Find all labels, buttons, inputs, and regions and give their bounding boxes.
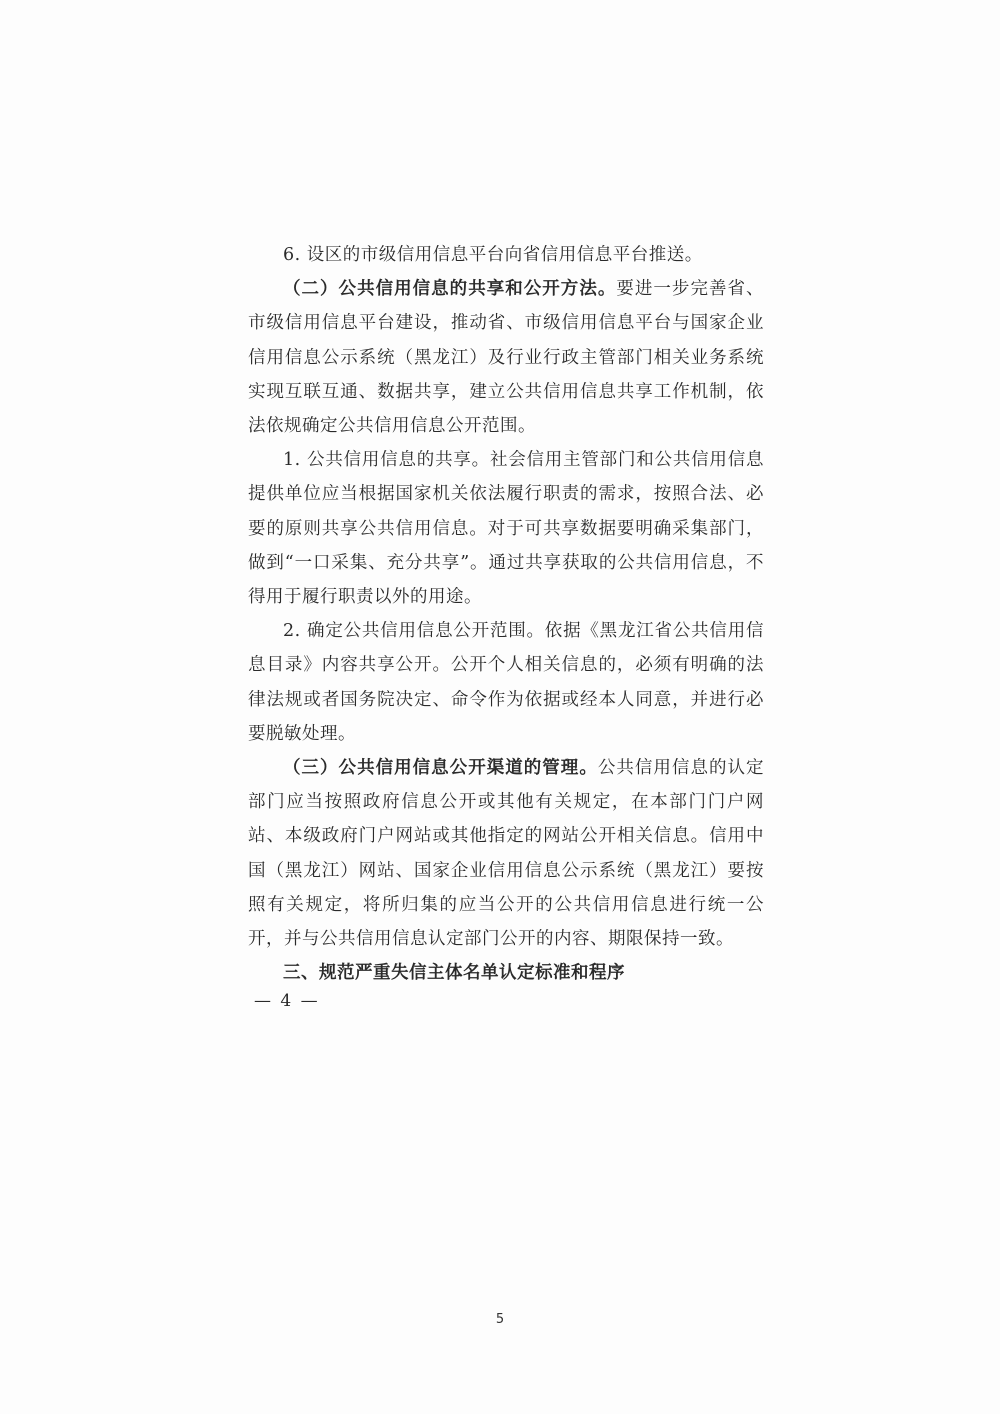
- paragraph-disclosure-scope: [248, 614, 764, 751]
- paragraph-sharing: [248, 443, 764, 614]
- paragraph-lead: （三）公共信用信息公开渠道的管理。: [283, 758, 598, 779]
- paragraph-sharing-disclosure-methods: [248, 272, 764, 443]
- paragraph-lead: （二）公共信用信息的共享和公开方法。: [283, 279, 617, 300]
- footer-page-number: 5: [495, 1312, 505, 1327]
- section-heading: 三、规范严重失信主体名单认定标准和程序: [283, 963, 625, 984]
- paragraph-text: 1. 公共信用信息的共享。社会信用主管部门和公共信用信息提供单位应当根据国家机关依法履行职责的需求，按照合法、必要的原则共享公共信用信息。对于可共享数据要明确采集部门，做到“一口采集、充分共享”。通过共享获取的公共信用信息，不得用于履行职责以外的用途。: [248, 450, 764, 608]
- paragraph-text: 2. 确定公共信用信息公开范围。依据《黑龙江省公共信用信息目录》内容共享公开。公开个人相关信息的，必须有明确的法律法规或者国务院决定、命令作为依据或经本人同意，并进行必要脱敏处理。: [248, 621, 764, 744]
- paragraph-text: 公共信用信息的认定部门应当按照政府信息公开或其他有关规定，在本部门门户网站、本级政府门户网站或其他指定的网站公开相关信息。信用中国（黑龙江）网站、国家企业信用信息公示系统（黑龙江）要按照有关规定，将所归集的应当公开的公共信用信息进行统一公开，并与公共信用信息认定部门公开的内容、期限保持一致。: [248, 758, 765, 950]
- paragraph-disclosure-channels: [248, 751, 764, 956]
- paragraph-text: 6. 设区的市级信用信息平台向省信用信息平台推送。: [283, 245, 703, 265]
- paragraph-text: 要进一步完善省、市级信用信息平台建设，推动省、市级信用信息平台与国家企业信用信息公示系统（黑龙江）及行业行政主管部门相关业务系统实现互联互通、数据共享，建立公共信用信息共享工作机制，依法依规确定公共信用信息公开范围。: [248, 279, 764, 437]
- document-body: [248, 238, 764, 990]
- inner-page-number: — 4 —: [254, 991, 320, 1011]
- paragraph-item-6: [248, 238, 764, 272]
